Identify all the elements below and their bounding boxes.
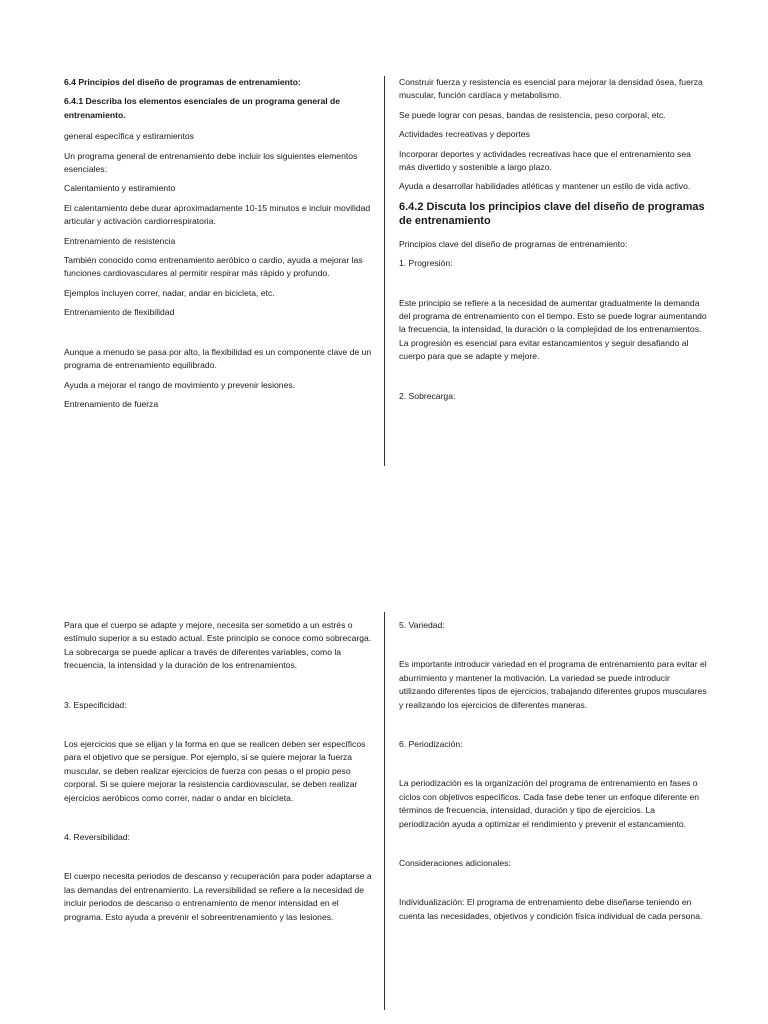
paragraph: Ejemplos incluyen correr, nadar, andar en bicicleta, etc.	[64, 287, 275, 298]
subsection-heading: 6.4.1 Describa los elementos esenciales de un programa general de entrenamiento.	[64, 96, 341, 120]
page1-right-column	[399, 76, 707, 409]
paragraph: También conocido como entrenamiento aeróbico o cardio, ayuda a mejorar las funciones cardiovasculares al permitir respirar más rápido y profundo.	[64, 255, 363, 279]
paragraph: 4. Reversibilidad:	[64, 832, 130, 843]
paragraph: El calentamiento debe durar aproximadamente 10-15 minutos e incluir movilidad articular y activación cardiorrespiratoria.	[64, 202, 371, 227]
paragraph: Se puede lograr con pesas, bandas de resistencia, peso corporal, etc.	[399, 109, 666, 120]
paragraph: Consideraciones adicionales:	[399, 858, 511, 869]
paragraph: Actividades recreativas y deportes	[399, 129, 530, 140]
column-divider	[384, 76, 385, 466]
paragraph: 3. Especificidad:	[64, 699, 127, 710]
paragraph: Individualización: El programa de entrenamiento debe diseñarse teniendo en cuenta las necesidades, objetivos y condición física individual de cada persona.	[399, 897, 703, 921]
paragraph: Un programa general de entrenamiento debe incluir los siguientes elementos esenciales:	[64, 150, 358, 175]
subsection-heading: 6.4.2 Discuta los principios clave del diseño de programas de entrenamiento	[399, 200, 705, 227]
paragraph: Aunque a menudo se pasa por alto, la flexibilidad es un componente clave de un programa de entrenamiento equilibrado.	[64, 346, 372, 371]
paragraph: Principios clave del diseño de programas de entrenamiento:	[399, 238, 628, 249]
paragraph: Para que el cuerpo se adapte y mejore, necesita ser sometido a un estrés o estímulo superior a su estado actual. Este principio se conoce como sobrecarga. La sobrecarga se puede aplicar a través de diferentes variables, como la frecuencia, la intensidad y la duración de los entrenamientos.	[64, 620, 372, 671]
paragraph: Los ejercicios que se elijan y la forma en que se realicen deben ser específicos para el objetivo que se persigue. Por ejemplo, si se quiere mejorar la fuerza muscular, se deben realizar ejercicios de fuerza con pesas o el propio peso corporal. Si se quiere mejorar la resistencia cardiovascular, se deben realizar ejercicios aeróbicos como correr, nadar o andar en bicicleta.	[64, 739, 366, 803]
paragraph: Construir fuerza y resistencia es esencial para mejorar la densidad ósea, fuerza muscular, función cardíaca y metabolismo.	[399, 77, 703, 101]
paragraph: Ayuda a desarrollar habilidades atléticas y mantener un estilo de vida activo.	[399, 181, 691, 192]
paragraph: Entrenamiento de fuerza	[64, 398, 159, 409]
paragraph: 6. Periodización:	[399, 739, 463, 750]
paragraph: 5. Variedad:	[399, 620, 445, 630]
paragraph: Ayuda a mejorar el rango de movimiento y prevenir lesiones.	[64, 379, 296, 390]
paragraph: Entrenamiento de resistencia	[64, 235, 176, 246]
paragraph: general específica y estiramientos	[64, 131, 194, 142]
section-title: 6.4 Principios del diseño de programas de entrenamiento:	[64, 77, 301, 87]
paragraph: Incorporar deportes y actividades recreativas hace que el entrenamiento sea más divertido y sostenible a largo plazo.	[399, 148, 691, 173]
page2-right-column	[399, 619, 707, 929]
page1-left-column	[64, 76, 372, 417]
column-divider	[384, 612, 385, 1010]
paragraph: 1. Progresión:	[399, 258, 453, 269]
page2-left-column	[64, 619, 372, 930]
paragraph: Calentamiento y estiramiento	[64, 183, 176, 194]
paragraph: La periodización es la organización del programa de entrenamiento en fases o ciclos con objetivos específicos. Cada fase debe tener un enfoque diferente en términos de frecuencia, intensidad, duración y tipo de ejercicios. La periodización ayuda a optimizar el rendimiento y prevenir el estancamiento.	[399, 778, 700, 829]
paragraph: Entrenamiento de flexibilidad	[64, 307, 175, 318]
paragraph: El cuerpo necesita periodos de descanso y recuperación para poder adaptarse a las demandas del entrenamiento. La reversibilidad se refiere a la necesidad de incluir periodos de descanso o entrenamiento de menor intensidad en el programa. Esto ayuda a prevenir el sobreentrenamiento y las lesiones.	[64, 871, 372, 922]
paragraph: Es importante introducir variedad en el programa de entrenamiento para evitar el aburrimiento y mantener la motivación. La variedad se puede introducir utilizando diferentes tipos de ejercicios, trabajando diferentes grupos musculares y realizando los ejercicios de diferentes maneras.	[399, 659, 707, 710]
paragraph: 2. Sobrecarga:	[399, 390, 456, 401]
paragraph: Este principio se refiere a la necesidad de aumentar gradualmente la demanda del programa de entrenamiento con el tiempo. Esto se puede lograr aumentando la frecuencia, la intensidad, la duración o la complejidad de los entrenamientos. La progresión es esencial para evitar estancamientos y seguir desafiando al cuerpo para que se adapte y mejore.	[399, 297, 707, 362]
